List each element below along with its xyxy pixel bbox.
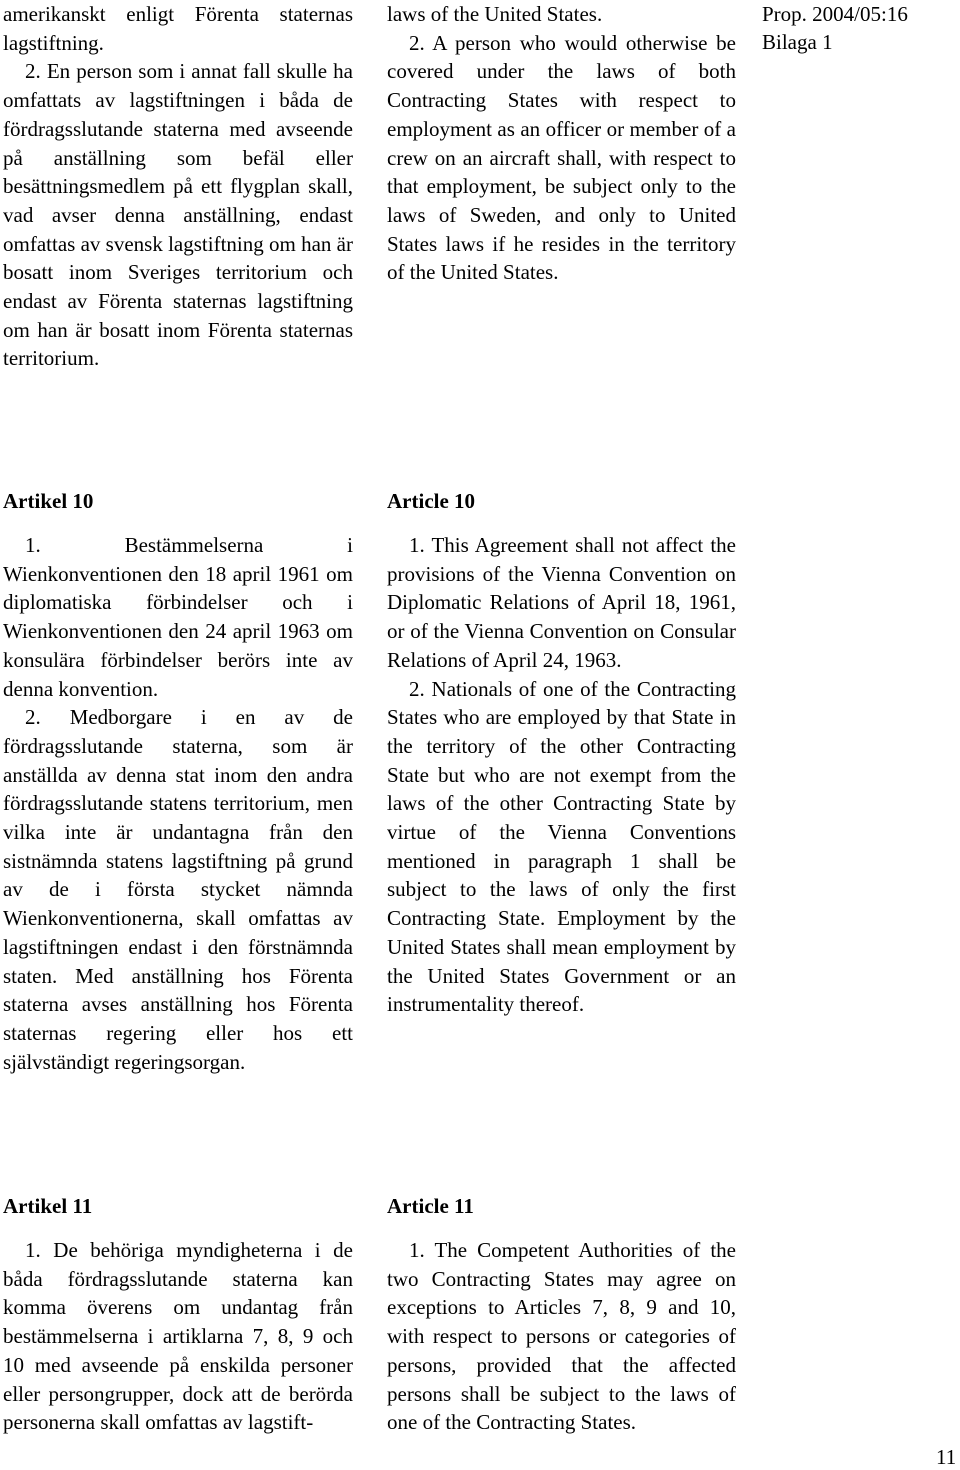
article-11-paragraph-1: 1. The Competent Authorities of the two Contracting States may agree on exceptions to Articles 7, 8, 9 and 10, with respect to persons or categories of persons, provided that the affected persons shall be subject to the laws of one of the Contracting States. [387, 1238, 736, 1435]
artikel-11-heading: Artikel 11 [3, 1194, 93, 1218]
page-number: 11 [936, 1445, 957, 1469]
article-10-swedish-column [3, 531, 353, 1076]
appendix-reference: Bilaga 1 [762, 30, 833, 54]
article-10-paragraph-2: 2. Nationals of one of the Contracting States who are employed by that State in the territory of the other Contracting State but who are not exempt from the laws of the other Contracting State by virtue of the Vienna Conventions mentioned in paragraph 1 shall be subject to the laws of only the first Contracting State. Employment by the United States shall mean employment by the United States Government or an instrumentality thereof. [387, 676, 736, 1017]
artikel-10-heading: Artikel 10 [3, 489, 94, 513]
article-10-english-column [387, 531, 736, 1019]
top-english-column [387, 0, 736, 287]
swedish-continued-text: amerikanskt enligt Förenta staternas lagstiftning. [3, 2, 353, 55]
artikel-10-paragraph-1: 1. Bestämmelserna i Wienkonventionen den 18 april 1961 om diplomatiska förbindelser och i Wienkonventionen den 24 april 1963 om konsulära förbindelser berörs inte av denna konvention. [3, 533, 353, 701]
article-11-swedish-column [3, 1236, 353, 1437]
english-continued-text: laws of the United States. [387, 2, 603, 26]
article-11-english-column [387, 1236, 736, 1437]
article-10-paragraph-1: 1. This Agreement shall not affect the provisions of the Vienna Convention on Diplomatic Relations of April 18, 1961, or of the Vienna Convention on Consular Relations of April 24, 1963. [387, 533, 736, 672]
swedish-paragraph-2: 2. En person som i annat fall skulle ha omfattats av lagstiftningen i båda de fördragsslutande staterna med avseende på anställning som befäl eller besättningsmedlem på ett flygplan skall, vad avser denna anställning, endast omfattas av svensk lagstiftning om han är bosatt inom Sveriges territorium och endast av Förenta staternas lagstiftning om han är bosatt inom Förenta staternas territorium. [3, 59, 353, 371]
top-swedish-column [3, 0, 353, 373]
margin-reference [762, 0, 942, 56]
artikel-11-paragraph-1: 1. De behöriga myndigheterna i de båda fördragsslutande staterna kan komma överens om undantag från bestämmelserna i artiklarna 7, 8, 9 och 10 med avseende på enskilda personer eller persongrupper, dock att de berörda personerna skall omfattas av lagstift- [3, 1238, 353, 1435]
article-10-heading: Article 10 [387, 489, 476, 513]
english-paragraph-2: 2. A person who would otherwise be covered under the laws of both Contracting States with respect to employment as an officer or member of a crew on an aircraft shall, with respect to that employment, be subject only to the laws of Sweden, and only to United States laws if he resides in the territory of the United States. [387, 30, 736, 285]
artikel-10-paragraph-2: 2. Medborgare i en av de fördragsslutande staterna, som är anställda av denna stat inom den andra fördragsslutande statens territorium, men vilka inte är undantagna från den sistnämnda statens lagstiftning på grund av de i första stycket nämnda Wienkonventionerna, skall omfattas av lagstiftningen endast i den förstnämnda staten. Med anställning hos Förenta staterna avses anställning hos Förenta staternas regering eller hos ett självständigt regeringsorgan. [3, 705, 353, 1074]
proposition-reference: Prop. 2004/05:16 [762, 2, 908, 26]
article-11-heading: Article 11 [387, 1194, 474, 1218]
